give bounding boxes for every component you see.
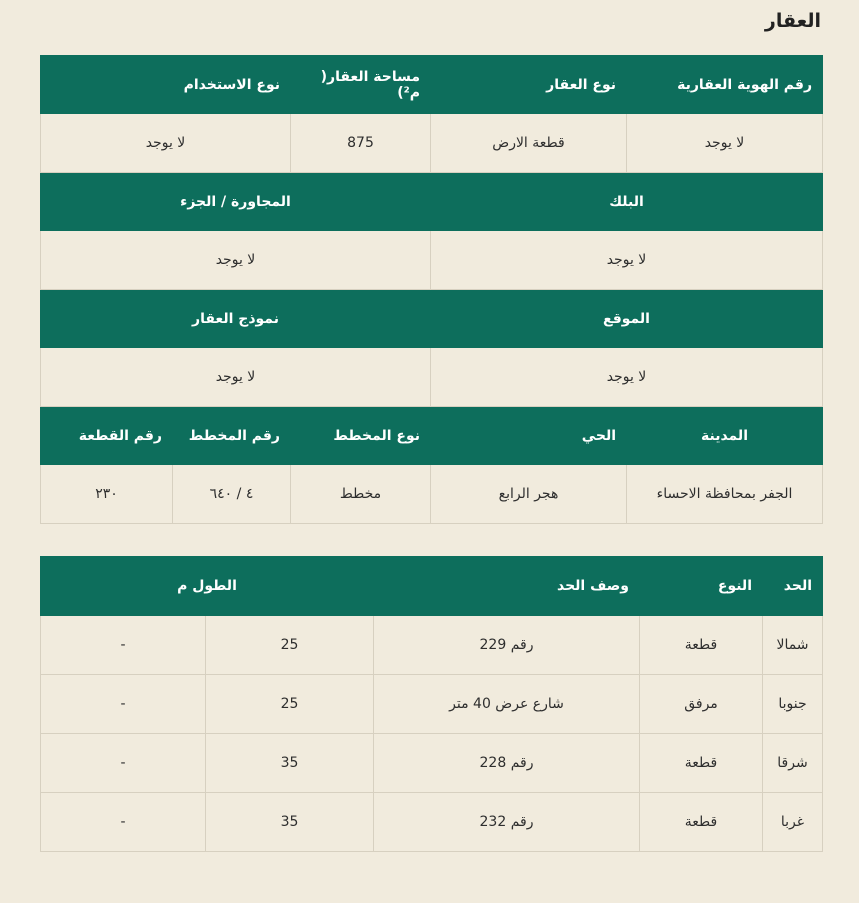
property-value-row-3: [41, 348, 823, 407]
cell-extra: -: [40, 734, 205, 793]
value-property-type: قطعة الارض: [431, 114, 627, 173]
header-side: الحد: [763, 557, 823, 616]
page-title: العقار: [764, 10, 821, 32]
cell-type: قطعة: [640, 616, 763, 675]
table-row: [40, 675, 822, 734]
value-plot-number: ٢٣٠: [41, 465, 173, 524]
property-details-table: [40, 55, 823, 524]
cell-side: غربا: [763, 793, 823, 852]
cell-type: قطعة: [640, 793, 763, 852]
value-district: هجر الرابع: [431, 465, 627, 524]
header-property-model: نموذج العقار: [41, 290, 431, 348]
property-value-row-2: [41, 231, 823, 290]
header-property-id: رقم الهوية العقارية: [627, 56, 823, 114]
cell-length: 25: [206, 675, 374, 734]
header-usage-type: نوع الاستخدام: [41, 56, 291, 114]
cell-length: 25: [206, 616, 374, 675]
cell-description: رقم 228: [374, 734, 640, 793]
boundaries-table: [40, 556, 823, 852]
header-neighborhood-part: المجاورة / الجزء: [41, 173, 431, 231]
header-location: الموقع: [431, 290, 823, 348]
value-property-area: 875: [291, 114, 431, 173]
header-block: البلك: [431, 173, 823, 231]
header-district: الحي: [431, 407, 627, 465]
cell-length: 35: [206, 793, 374, 852]
property-value-row-4: [41, 465, 823, 524]
header-description: وصف الحد: [374, 557, 640, 616]
cell-extra: -: [40, 616, 205, 675]
cell-type: مرفق: [640, 675, 763, 734]
header-plot-number: رقم القطعة: [41, 407, 173, 465]
property-details: [41, 55, 823, 524]
property-header-row-3: [41, 290, 823, 348]
value-plan-type: مخطط: [291, 465, 431, 524]
cell-extra: -: [40, 793, 205, 852]
table-row: [40, 616, 822, 675]
value-location: لا يوجد: [431, 348, 823, 407]
table-row: [40, 734, 822, 793]
value-city: الجفر بمحافظة الاحساء: [627, 465, 823, 524]
header-type: النوع: [640, 557, 763, 616]
header-city: المدينة: [627, 407, 823, 465]
cell-side: شرقا: [763, 734, 823, 793]
header-property-area: مساحة العقار( م²): [291, 56, 431, 114]
header-plan-number: رقم المخطط: [173, 407, 291, 465]
value-neighborhood-part: لا يوجد: [41, 231, 431, 290]
value-block: لا يوجد: [431, 231, 823, 290]
cell-side: شمالا: [763, 616, 823, 675]
value-property-model: لا يوجد: [41, 348, 431, 407]
property-header-row-2: [41, 173, 823, 231]
cell-description: شارع عرض 40 متر: [374, 675, 640, 734]
cell-type: قطعة: [640, 734, 763, 793]
value-property-id: لا يوجد: [627, 114, 823, 173]
property-value-row-1: [41, 114, 823, 173]
cell-description: رقم 232: [374, 793, 640, 852]
property-header-row-4: [41, 407, 823, 465]
value-plan-number: ٤ / ٦٤٠: [173, 465, 291, 524]
boundaries-section: [41, 556, 823, 852]
cell-extra: -: [40, 675, 205, 734]
boundaries-header-row: [40, 557, 822, 616]
header-length: الطول م: [40, 557, 373, 616]
cell-side: جنوبا: [763, 675, 823, 734]
cell-description: رقم 229: [374, 616, 640, 675]
table-row: [40, 793, 822, 852]
header-plan-type: نوع المخطط: [291, 407, 431, 465]
header-property-type: نوع العقار: [431, 56, 627, 114]
cell-length: 35: [206, 734, 374, 793]
property-header-row-1: [41, 56, 823, 114]
value-usage-type: لا يوجد: [41, 114, 291, 173]
